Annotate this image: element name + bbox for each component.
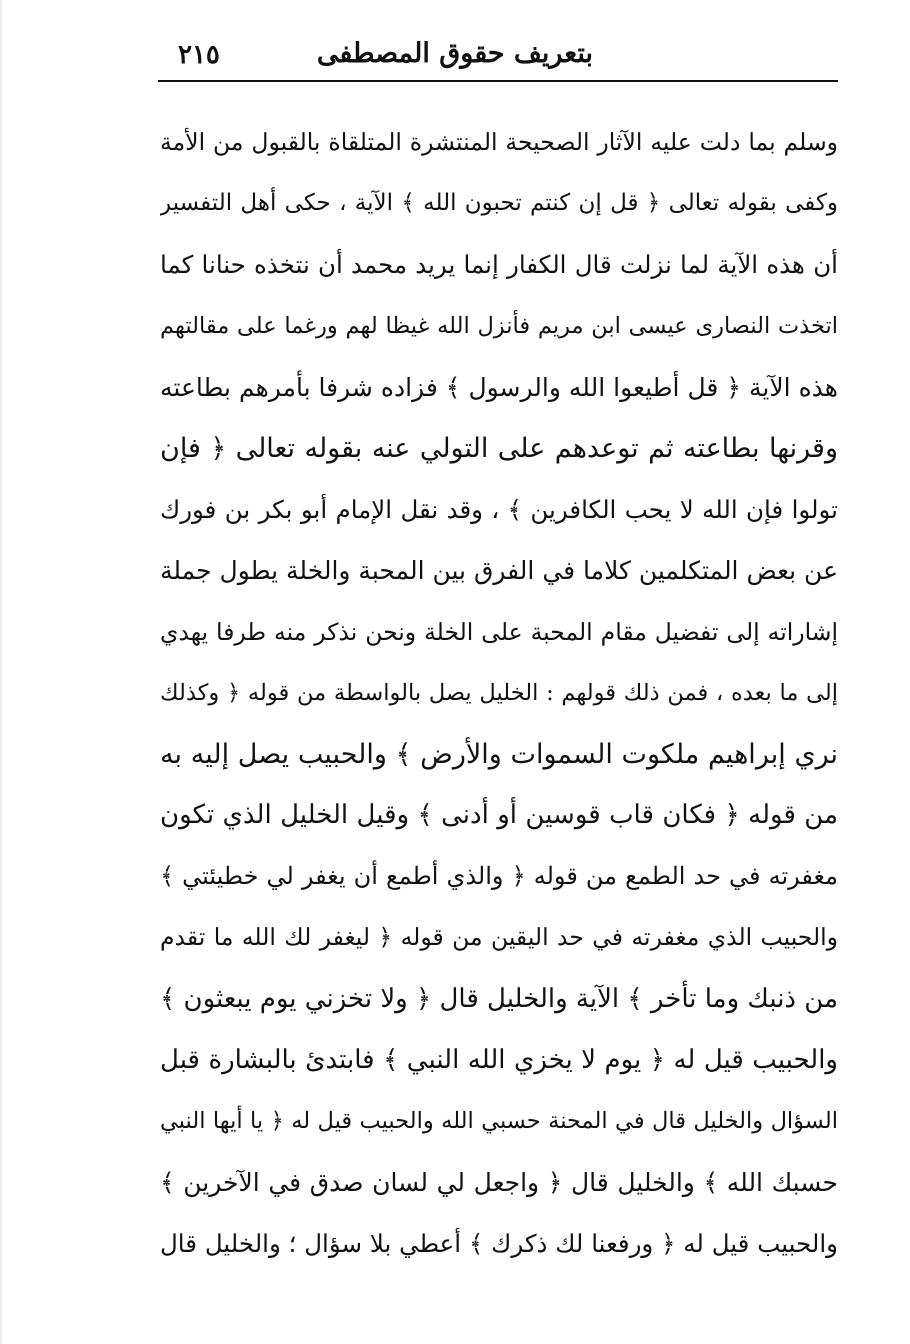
text-line: مغفرته في حد الطمع من قوله ﴿ والذي أطمع أن يغفر لي خطيئتي ﴾ bbox=[160, 862, 838, 891]
text-line: والحبيب قيل له ﴿ ورفعنا لك ذكرك ﴾ أعطي بلا سؤال ؛ والخليل قال bbox=[160, 1229, 838, 1259]
text-line: والحبيب قيل له ﴿ يوم لا يخزي الله النبي ﴾ فابتدئ بالبشارة قبل bbox=[160, 1044, 838, 1075]
text-line: عن بعض المتكلمين كلاما في الفرق بين المحبة والخلة يطول جملة bbox=[160, 556, 838, 586]
text-line: إلى ما بعده ، فمن ذلك قولهم : الخليل يصل بالواسطة من قوله ﴿ وكذلك bbox=[160, 679, 838, 706]
text-line: من ذنبك وما تأخر ﴾ الآية والخليل قال ﴿ ولا تخزني يوم يبعثون ﴾ bbox=[160, 983, 838, 1014]
text-line: وكفى بقوله تعالى ﴿ قل إن كنتم تحبون الله ﴾ الآية ، حكى أهل التفسير bbox=[160, 190, 838, 217]
text-line: إشاراته إلى تفضيل مقام المحبة على الخلة ونحن نذكر منه طرفا يهدي bbox=[160, 617, 838, 646]
text-line: اتخذت النصارى عيسى ابن مريم فأنزل الله غيظا لهم ورغما على مقالتهم bbox=[160, 312, 838, 339]
running-title: بتعريف حقوق المصطفى bbox=[316, 38, 593, 69]
page-number: ٢١٥ bbox=[178, 40, 220, 70]
text-line: السؤال والخليل قال في المحنة حسبي الله والحبيب قيل له ﴿ يا أيها النبي bbox=[160, 1108, 838, 1134]
page-header bbox=[158, 28, 838, 78]
scan-edge-shadow bbox=[0, 0, 4, 1344]
text-line: وقرنها بطاعته ثم توعدهم على التولي عنه بقوله تعالى ﴿ فإن bbox=[160, 432, 838, 464]
text-line: نري إبراهيم ملكوت السموات والأرض ﴾ والحبيب يصل إليه به bbox=[160, 738, 838, 770]
text-line: والحبيب الذي مغفرته في حد اليقين من قوله ﴿ ليغفر لك الله ما تقدم bbox=[160, 923, 838, 952]
text-line: وسلم بما دلت عليه الآثار الصحيحة المنتشرة المتلقاة بالقبول من الأمة bbox=[160, 128, 838, 156]
text-line: حسبك الله ﴾ والخليل قال ﴿ واجعل لي لسان صدق في الآخرين ﴾ bbox=[160, 1168, 838, 1198]
text-line: تولوا فإن الله لا يحب الكافرين ﴾ ، وقد نقل الإمام أبو بكر بن فورك bbox=[160, 495, 838, 525]
body-text bbox=[160, 112, 838, 1275]
header-rule bbox=[158, 80, 838, 82]
text-line: من قوله ﴿ فكان قاب قوسين أو أدنى ﴾ وقيل الخليل الذي تكون bbox=[160, 800, 838, 831]
text-line: هذه الآية ﴿ قل أطيعوا الله والرسول ﴾ فزاده شرفا بأمرهم بطاعته bbox=[160, 372, 838, 402]
text-line: أن هذه الآية لما نزلت قال الكفار إنما يريد محمد أن نتخذه حنانا كما bbox=[160, 250, 838, 280]
